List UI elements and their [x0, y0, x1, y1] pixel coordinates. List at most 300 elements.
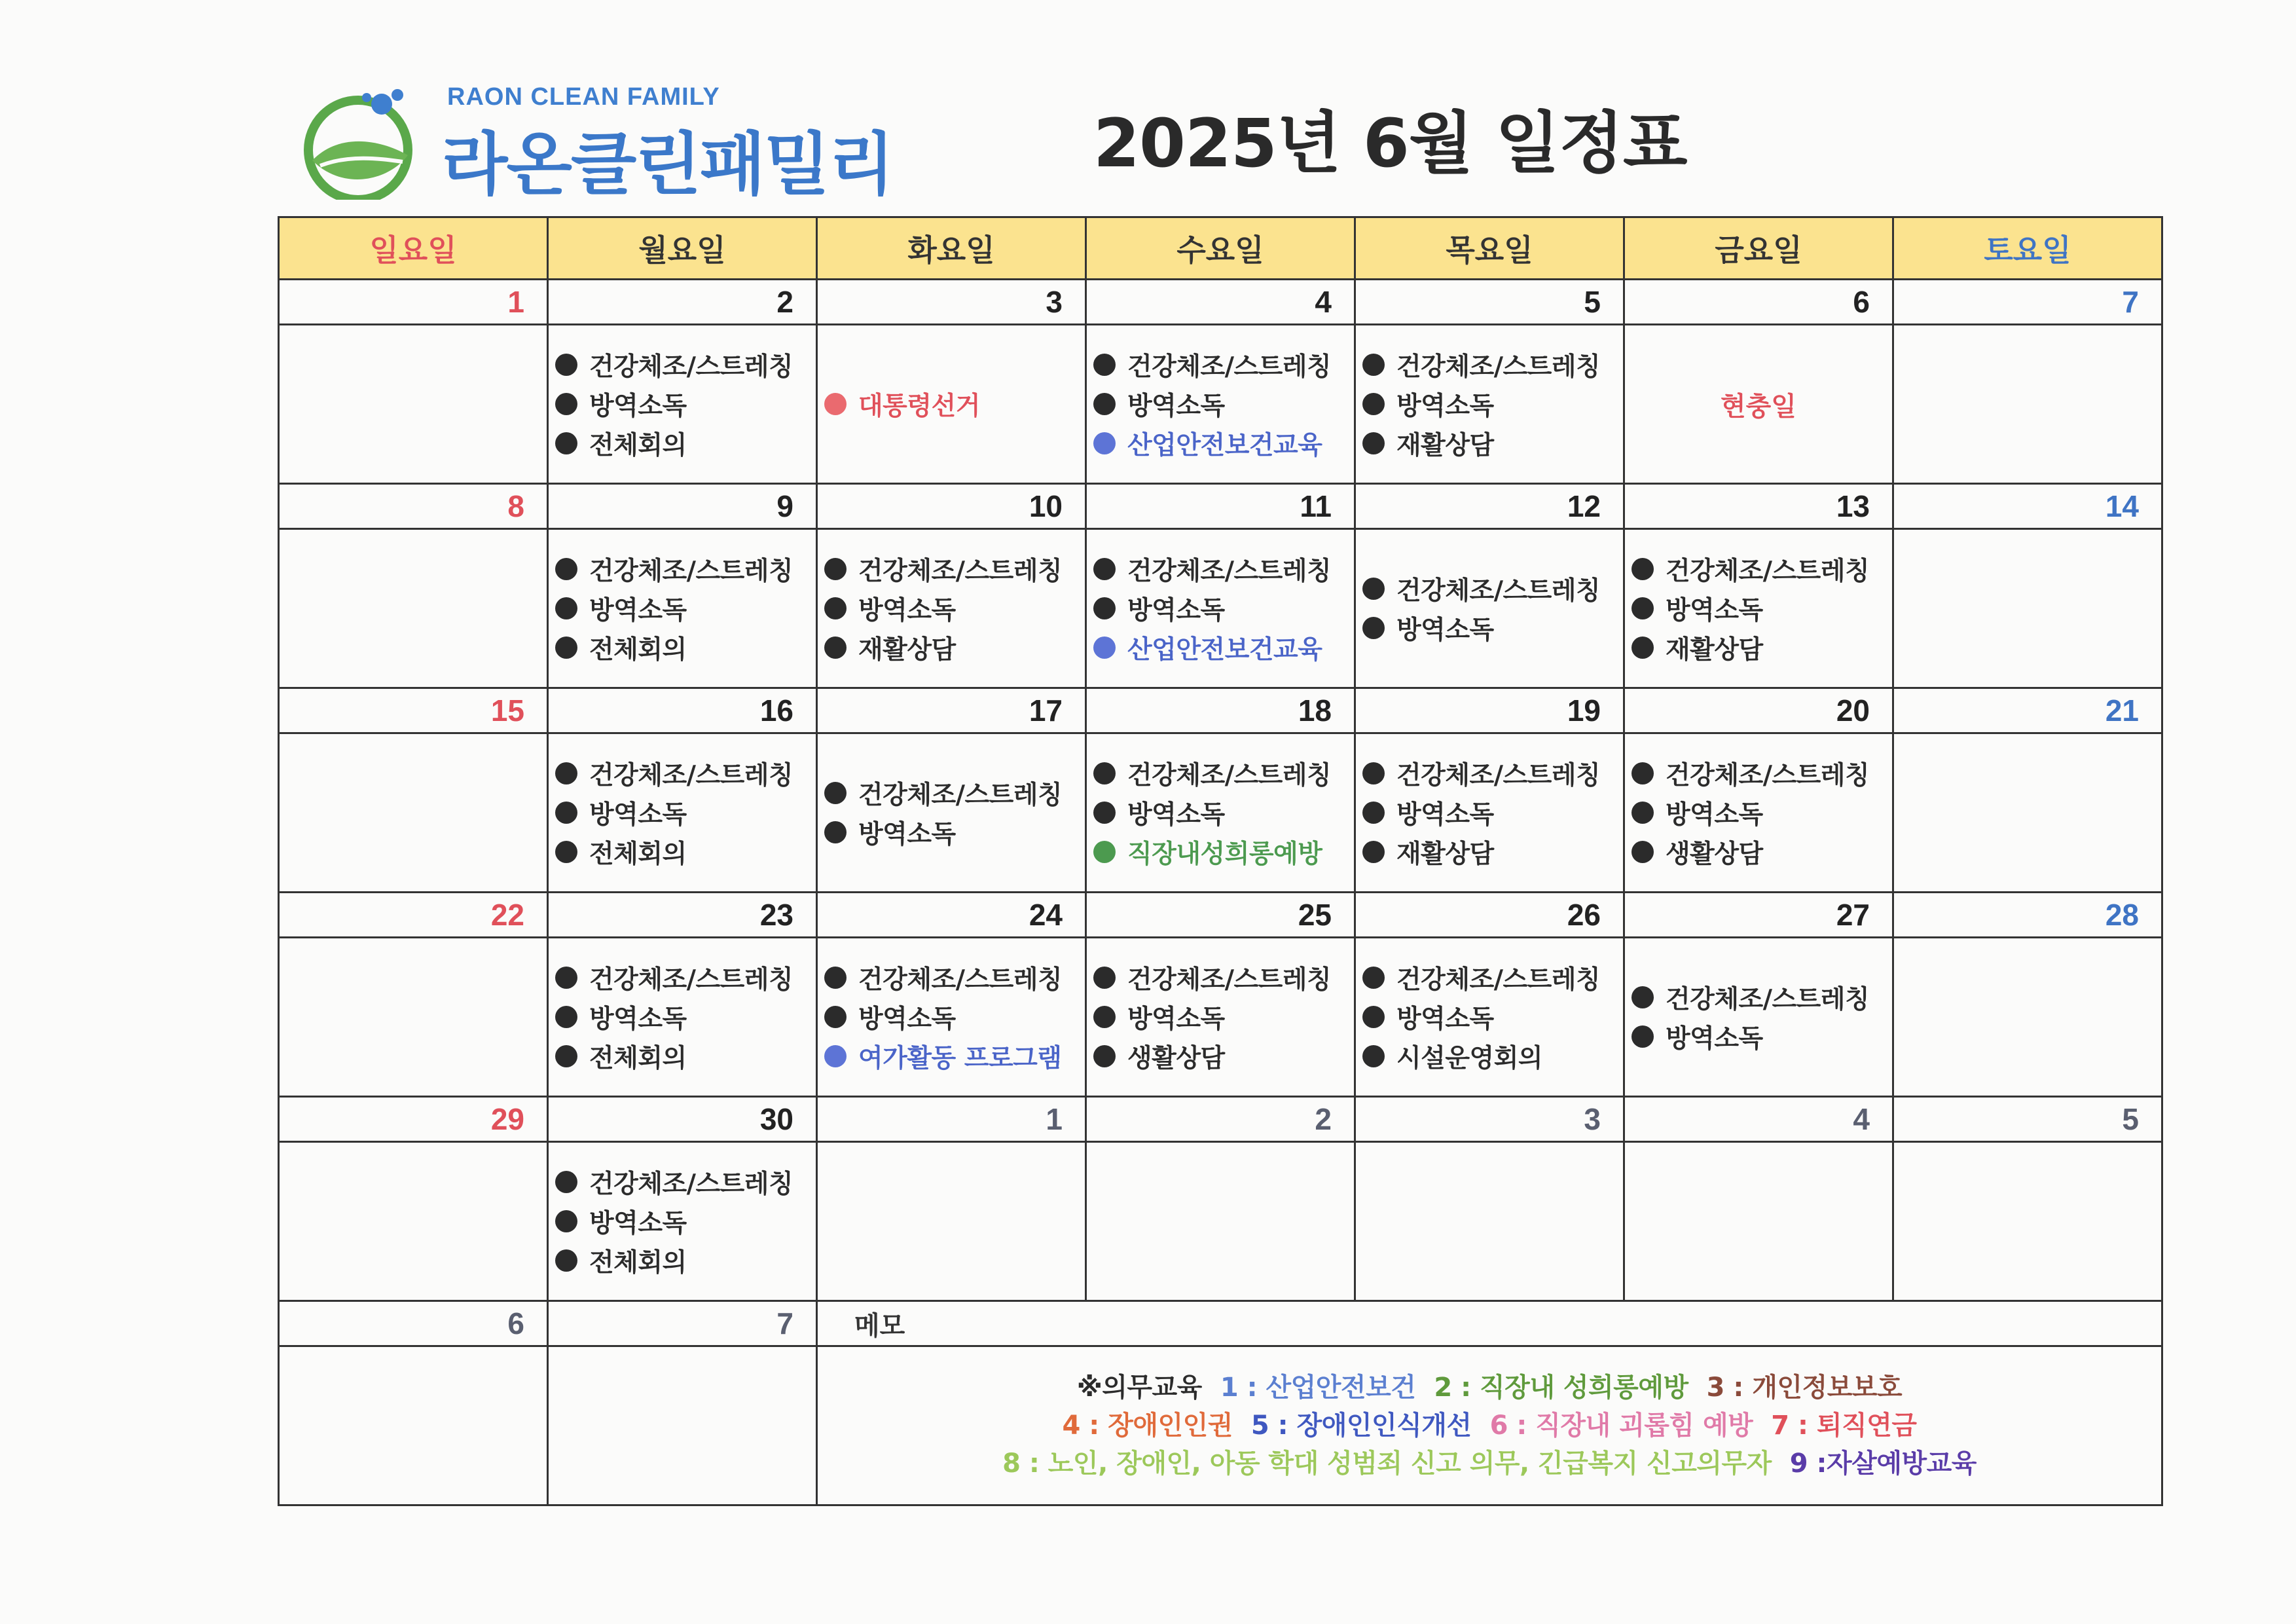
event-item: [1362, 345, 1623, 384]
bullet-dot-icon: [824, 1006, 847, 1028]
event-list: [549, 754, 816, 872]
education-item: 6 : 직장내 괴롭힘 예방: [1489, 1411, 1753, 1441]
event-label: 건강체조/스트레칭: [589, 761, 793, 790]
bullet-dot-icon: [1362, 393, 1385, 415]
bullet-dot-icon: [555, 762, 577, 784]
event-item: [555, 1202, 816, 1241]
date-number: 24: [817, 893, 1086, 938]
date-number-row: [279, 893, 2162, 938]
event-item: [824, 997, 1085, 1037]
bullet-dot-icon: [1093, 637, 1116, 659]
event-label: 재활상담: [858, 635, 956, 665]
education-item: 4 : 장애인인권: [1062, 1411, 1233, 1441]
page-title: 2025년 6월 일정표: [1093, 105, 1687, 183]
event-label: 직장내성희롱예방: [1127, 840, 1322, 869]
event-label: 방역소독: [858, 1005, 956, 1034]
event-item: [1362, 832, 1623, 872]
event-list: [818, 549, 1085, 667]
bullet-dot-icon: [555, 354, 577, 376]
bullet-dot-icon: [1631, 1025, 1654, 1048]
date-number: 3: [1355, 1097, 1624, 1142]
event-item: [1631, 832, 1892, 872]
event-list: [818, 384, 1085, 424]
event-list: [1087, 549, 1354, 667]
event-label: 방역소독: [589, 392, 687, 421]
bullet-dot-icon: [1093, 558, 1116, 580]
day-cell: [279, 325, 548, 484]
education-item: 8 : 노인, 장애인, 아동 학대 성범죄 신고 의무, 긴급복지 신고의무자: [1002, 1449, 1772, 1479]
event-label: 여가활동 프로그램: [858, 1044, 1062, 1073]
event-label: 시설운영회의: [1396, 1044, 1543, 1073]
date-number: 2: [548, 280, 817, 325]
event-label: 건강체조/스트레칭: [1127, 965, 1332, 995]
day-cell: [279, 529, 548, 688]
date-number: 21: [1893, 688, 2162, 733]
day-cell: [817, 325, 1086, 484]
day-cell: [279, 1142, 548, 1301]
bullet-dot-icon: [555, 841, 577, 863]
event-label: 건강체조/스트레칭: [589, 1170, 793, 1199]
weekday-header: 금요일: [1624, 217, 1893, 280]
bullet-dot-icon: [555, 558, 577, 580]
event-item: [555, 793, 816, 832]
event-item: [824, 1037, 1085, 1076]
date-number: 30: [548, 1097, 817, 1142]
event-list: [1356, 754, 1623, 872]
event-item: [1093, 754, 1354, 793]
date-number: 8: [279, 484, 548, 529]
date-number: 16: [548, 688, 817, 733]
event-item: [1631, 978, 1892, 1017]
bullet-dot-icon: [555, 597, 577, 619]
bullet-dot-icon: [1362, 1045, 1385, 1067]
event-item: [1093, 832, 1354, 872]
event-label: 산업안전보건교육: [1127, 431, 1322, 460]
date-number: 28: [1893, 893, 2162, 938]
bullet-dot-icon: [1631, 637, 1654, 659]
bullet-dot-icon: [824, 821, 847, 843]
memo-row: [279, 1346, 2162, 1505]
day-cell: [1086, 733, 1355, 893]
bullet-dot-icon: [824, 1045, 847, 1067]
event-label: 전체회의: [589, 840, 687, 869]
day-cell: [279, 938, 548, 1097]
bullet-dot-icon: [555, 393, 577, 415]
event-label: 건강체조/스트레칭: [1396, 761, 1601, 790]
day-cell: [1624, 529, 1893, 688]
bullet-dot-icon: [1631, 802, 1654, 824]
day-cell: [817, 733, 1086, 893]
bullet-dot-icon: [1093, 432, 1116, 454]
date-number: 27: [1624, 893, 1893, 938]
bullet-dot-icon: [1093, 802, 1116, 824]
bullet-dot-icon: [824, 597, 847, 619]
education-line: [818, 1369, 2161, 1407]
date-number-row: [279, 280, 2162, 325]
bullet-dot-icon: [555, 1045, 577, 1067]
event-item: [555, 384, 816, 424]
event-list: [1356, 569, 1623, 648]
date-number: 7: [1893, 280, 2162, 325]
date-number: 6: [279, 1301, 548, 1346]
event-item: [824, 958, 1085, 997]
education-item: 3 : 개인정보보호: [1706, 1373, 1903, 1403]
event-item: [824, 813, 1085, 852]
event-item: [1362, 384, 1623, 424]
event-item: [1093, 1037, 1354, 1076]
day-cell: [548, 1142, 817, 1301]
event-item: [824, 628, 1085, 667]
event-item: [555, 424, 816, 463]
event-label: 방역소독: [1396, 1005, 1494, 1034]
event-item: [1631, 793, 1892, 832]
date-number: 5: [1893, 1097, 2162, 1142]
events-row: [279, 529, 2162, 688]
event-item: [1093, 628, 1354, 667]
event-list: [549, 345, 816, 463]
education-line: [818, 1445, 2161, 1483]
bullet-dot-icon: [1631, 597, 1654, 619]
date-number: 12: [1355, 484, 1624, 529]
day-cell: [1355, 529, 1624, 688]
brand-logo: [298, 69, 926, 204]
day-cell: [279, 733, 548, 893]
event-item: [1631, 589, 1892, 628]
bullet-dot-icon: [1362, 432, 1385, 454]
event-item: [1362, 793, 1623, 832]
event-label: 방역소독: [1396, 392, 1494, 421]
event-item: [1631, 1017, 1892, 1056]
date-number: 4: [1624, 1097, 1893, 1142]
event-item: [1362, 997, 1623, 1037]
event-label: 방역소독: [589, 800, 687, 830]
day-cell: [817, 529, 1086, 688]
bullet-dot-icon: [1093, 1006, 1116, 1028]
event-label: 방역소독: [1127, 596, 1225, 625]
day-cell: [548, 529, 817, 688]
event-item: [1362, 1037, 1623, 1076]
brand-name-en: RAON CLEAN FAMILY: [447, 83, 720, 111]
event-label: 건강체조/스트레칭: [1666, 761, 1870, 790]
date-number: 2: [1086, 1097, 1355, 1142]
brand-name-ko: 라온클린패밀리: [442, 124, 894, 204]
events-row: [279, 733, 2162, 893]
event-item: [555, 589, 816, 628]
event-label: 건강체조/스트레칭: [1666, 985, 1870, 1014]
date-number: 1: [279, 280, 548, 325]
date-number-row: [279, 1301, 2162, 1346]
date-number: 20: [1624, 688, 1893, 733]
event-item: [1362, 569, 1623, 608]
event-label: 대통령선거: [858, 392, 980, 421]
event-label: 건강체조/스트레칭: [1396, 352, 1601, 382]
event-label: 건강체조/스트레칭: [1666, 557, 1870, 586]
education-item: 5 : 장애인인식개선: [1250, 1411, 1472, 1441]
day-cell: [548, 325, 817, 484]
date-number: 25: [1086, 893, 1355, 938]
event-label: 방역소독: [589, 1209, 687, 1238]
day-cell: [1624, 733, 1893, 893]
bullet-dot-icon: [1362, 802, 1385, 824]
bullet-dot-icon: [555, 1006, 577, 1028]
bullet-dot-icon: [1362, 1006, 1385, 1028]
weekday-header: 목요일: [1355, 217, 1624, 280]
day-cell: [1355, 1142, 1624, 1301]
day-cell: [1624, 1142, 1893, 1301]
event-label: 건강체조/스트레칭: [1127, 557, 1332, 586]
day-cell: [1086, 1142, 1355, 1301]
memo-label: 메모: [817, 1301, 2162, 1346]
event-label: 재활상담: [1396, 431, 1494, 460]
date-number: 19: [1355, 688, 1624, 733]
education-prefix: ※의무교육: [1076, 1373, 1202, 1403]
event-list: [1356, 345, 1623, 463]
event-label: 건강체조/스트레칭: [589, 352, 793, 382]
bullet-dot-icon: [1362, 762, 1385, 784]
bullet-dot-icon: [1362, 967, 1385, 989]
day-cell: [1355, 733, 1624, 893]
day-cell: [279, 1346, 548, 1505]
date-number: 1: [817, 1097, 1086, 1142]
education-line: [818, 1407, 2161, 1445]
day-cell: [548, 1346, 817, 1505]
event-label: 건강체조/스트레칭: [589, 557, 793, 586]
event-item: [555, 628, 816, 667]
date-number-row: [279, 1097, 2162, 1142]
day-cell: [1624, 938, 1893, 1097]
date-number-row: [279, 688, 2162, 733]
bullet-dot-icon: [555, 1171, 577, 1193]
event-label: 방역소독: [1396, 616, 1494, 645]
date-number-row: [279, 484, 2162, 529]
event-list: [818, 773, 1085, 852]
events-row: [279, 325, 2162, 484]
date-number: 6: [1624, 280, 1893, 325]
date-number: 11: [1086, 484, 1355, 529]
day-cell: [1086, 325, 1355, 484]
day-cell: [1893, 325, 2162, 484]
day-cell: [1355, 325, 1624, 484]
event-label: 건강체조/스트레칭: [1127, 761, 1332, 790]
date-number: 14: [1893, 484, 2162, 529]
date-number: 3: [817, 280, 1086, 325]
event-label: 방역소독: [1127, 800, 1225, 830]
date-number: 13: [1624, 484, 1893, 529]
bullet-dot-icon: [555, 1210, 577, 1232]
event-item: [1093, 589, 1354, 628]
event-item: [1093, 549, 1354, 589]
date-number: 26: [1355, 893, 1624, 938]
bullet-dot-icon: [1631, 762, 1654, 784]
bullet-dot-icon: [1093, 841, 1116, 863]
bullet-dot-icon: [555, 637, 577, 659]
bullet-dot-icon: [1093, 393, 1116, 415]
event-label: 재활상담: [1396, 840, 1494, 869]
bullet-dot-icon: [555, 967, 577, 989]
day-cell: [1355, 938, 1624, 1097]
event-list: [1087, 958, 1354, 1076]
event-item: [555, 754, 816, 793]
bullet-dot-icon: [1093, 597, 1116, 619]
event-list: [1625, 978, 1892, 1056]
event-label: 생활상담: [1666, 840, 1763, 869]
date-number: 5: [1355, 280, 1624, 325]
event-label: 건강체조/스트레칭: [1396, 576, 1601, 606]
event-list: [818, 958, 1085, 1076]
bullet-dot-icon: [1093, 1045, 1116, 1067]
event-label: 전체회의: [589, 1044, 687, 1073]
event-item: [555, 958, 816, 997]
event-item: [1362, 754, 1623, 793]
event-item: [1362, 608, 1623, 648]
bullet-dot-icon: [555, 802, 577, 824]
education-item: 7 : 퇴직연금: [1771, 1411, 1917, 1441]
day-cell: [817, 1142, 1086, 1301]
event-label: 건강체조/스트레칭: [858, 965, 1063, 995]
event-label: 방역소독: [1666, 596, 1763, 625]
bullet-dot-icon: [824, 637, 847, 659]
date-number: 22: [279, 893, 548, 938]
weekday-header: 화요일: [817, 217, 1086, 280]
event-item: [555, 1037, 816, 1076]
day-cell: [1086, 938, 1355, 1097]
event-item: [1093, 793, 1354, 832]
bullet-dot-icon: [1093, 762, 1116, 784]
mandatory-education-legend: [818, 1369, 2161, 1483]
event-label: 건강체조/스트레칭: [858, 781, 1063, 810]
event-label: 산업안전보건교육: [1127, 635, 1322, 665]
event-item: [555, 1162, 816, 1202]
bullet-dot-icon: [824, 558, 847, 580]
event-label: 전체회의: [589, 431, 687, 460]
event-label: 건강체조/스트레칭: [589, 965, 793, 995]
date-number: 4: [1086, 280, 1355, 325]
education-item: 1 : 산업안전보건: [1220, 1373, 1416, 1403]
event-label: 생활상담: [1127, 1044, 1225, 1073]
bullet-dot-icon: [824, 967, 847, 989]
event-item: [1362, 958, 1623, 997]
bullet-dot-icon: [1093, 967, 1116, 989]
event-list: [1625, 754, 1892, 872]
event-label: 건강체조/스트레칭: [1127, 352, 1332, 382]
event-list: [1356, 958, 1623, 1076]
event-list: [549, 1162, 816, 1280]
day-cell: [1893, 1142, 2162, 1301]
event-label: 방역소독: [1127, 392, 1225, 421]
holiday-label: 현충일: [1721, 391, 1796, 422]
event-label: 방역소독: [1666, 1024, 1763, 1054]
weekday-header-row: [279, 217, 2162, 280]
bullet-dot-icon: [555, 1249, 577, 1272]
weekday-header: 월요일: [548, 217, 817, 280]
date-number: 17: [817, 688, 1086, 733]
bullet-dot-icon: [824, 393, 847, 415]
weekday-header: 일요일: [279, 217, 548, 280]
event-label: 전체회의: [589, 635, 687, 665]
event-item: [1631, 628, 1892, 667]
event-item: [555, 997, 816, 1037]
day-cell: [1893, 733, 2162, 893]
day-cell: [1624, 325, 1893, 484]
event-label: 방역소독: [589, 1005, 687, 1034]
weekday-header: 수요일: [1086, 217, 1355, 280]
event-item: [1093, 384, 1354, 424]
event-item: [824, 589, 1085, 628]
day-cell: [1086, 529, 1355, 688]
event-label: 재활상담: [1666, 635, 1763, 665]
date-number: 23: [548, 893, 817, 938]
event-list: [549, 549, 816, 667]
events-row: [279, 1142, 2162, 1301]
event-item: [1093, 997, 1354, 1037]
day-cell: [817, 938, 1086, 1097]
bullet-dot-icon: [1362, 617, 1385, 639]
event-label: 방역소독: [1396, 800, 1494, 830]
event-item: [555, 832, 816, 872]
date-number: 18: [1086, 688, 1355, 733]
event-label: 방역소독: [589, 596, 687, 625]
event-item: [555, 1241, 816, 1280]
event-item: [555, 549, 816, 589]
leaf-logo-icon: [298, 82, 422, 200]
education-item: 2 : 직장내 성희롱예방: [1434, 1373, 1688, 1403]
bullet-dot-icon: [824, 782, 847, 804]
day-cell: [548, 733, 817, 893]
weekday-header: 토요일: [1893, 217, 2162, 280]
event-list: [1625, 549, 1892, 667]
date-number: 7: [548, 1301, 817, 1346]
events-row: [279, 938, 2162, 1097]
date-number: 9: [548, 484, 817, 529]
day-cell: [1893, 529, 2162, 688]
event-label: 방역소독: [1127, 1005, 1225, 1034]
event-label: 방역소독: [1666, 800, 1763, 830]
event-list: [549, 958, 816, 1076]
event-label: 건강체조/스트레칭: [858, 557, 1063, 586]
bullet-dot-icon: [1093, 354, 1116, 376]
event-item: [1631, 754, 1892, 793]
event-item: [1093, 958, 1354, 997]
bullet-dot-icon: [1631, 841, 1654, 863]
bullet-dot-icon: [1362, 578, 1385, 600]
event-item: [1362, 424, 1623, 463]
date-number: 15: [279, 688, 548, 733]
calendar-table: [278, 216, 2163, 1506]
event-item: [824, 384, 1085, 424]
day-cell: [1893, 938, 2162, 1097]
event-label: 방역소독: [858, 820, 956, 849]
day-cell: [548, 938, 817, 1097]
event-item: [1093, 424, 1354, 463]
bullet-dot-icon: [1631, 986, 1654, 1008]
date-number: 29: [279, 1097, 548, 1142]
memo-area: [817, 1346, 2162, 1505]
event-item: [1093, 345, 1354, 384]
event-item: [1631, 549, 1892, 589]
bullet-dot-icon: [1362, 354, 1385, 376]
event-label: 전체회의: [589, 1248, 687, 1278]
date-number: 10: [817, 484, 1086, 529]
education-item: 9 :자살예방교육: [1789, 1449, 1977, 1479]
bullet-dot-icon: [1631, 558, 1654, 580]
event-item: [824, 549, 1085, 589]
event-label: 방역소독: [858, 596, 956, 625]
event-label: 건강체조/스트레칭: [1396, 965, 1601, 995]
event-list: [1087, 754, 1354, 872]
bullet-dot-icon: [555, 432, 577, 454]
event-item: [824, 773, 1085, 813]
bullet-dot-icon: [1362, 841, 1385, 863]
